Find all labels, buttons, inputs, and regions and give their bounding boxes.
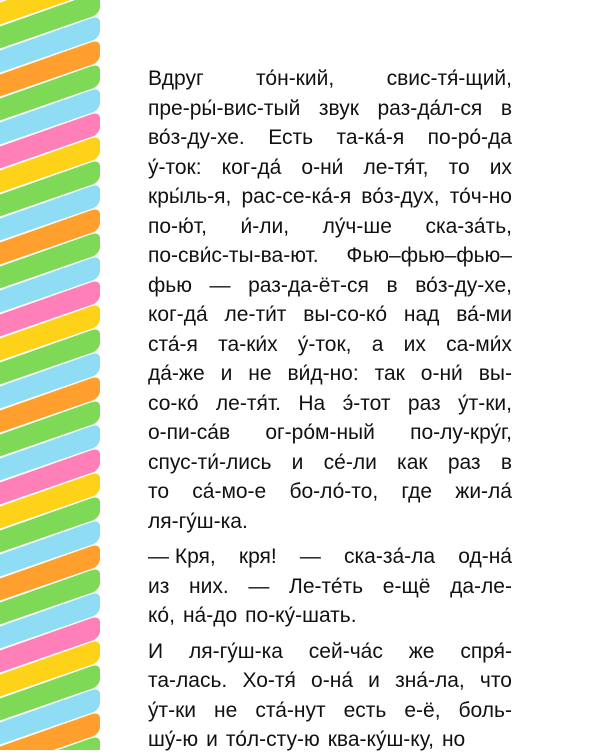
word: же (408, 639, 435, 663)
word: есть (343, 698, 387, 722)
text-line (148, 123, 512, 153)
word: Есть (268, 126, 314, 149)
word: Ле-те́ть (289, 574, 364, 598)
word: в (500, 96, 512, 120)
word: ле-тя́т. (215, 391, 281, 415)
text-line (148, 271, 512, 301)
word: то́ч-но (449, 185, 512, 208)
word: На (298, 391, 326, 415)
word: ле-тя́т, (363, 155, 429, 179)
text-line (148, 507, 512, 537)
word: Вдруг (148, 67, 204, 90)
word: по-лу-кру́г, (410, 421, 512, 444)
text-line (148, 182, 512, 212)
word: е-ё, (404, 698, 441, 722)
word: се́-ли (323, 450, 377, 474)
word: над (403, 303, 440, 326)
word: э́-тот (342, 391, 391, 415)
decorative-striped-border (0, 0, 100, 750)
word: кря! (238, 545, 277, 568)
word: зна́-ла, (395, 669, 465, 692)
word: у́-ток, (297, 332, 352, 356)
word: свис-тя́-щий, (386, 67, 512, 90)
word: и (206, 728, 218, 751)
text-line (148, 389, 512, 419)
word: то́л-сту-ю (225, 728, 320, 751)
text-line (148, 601, 512, 631)
word: пре-ры́-вис-тый (148, 96, 301, 120)
text-line (148, 153, 512, 183)
word: — (209, 273, 231, 297)
word: шу́-ю (148, 728, 199, 751)
word: то́н-кий, (256, 67, 335, 90)
word: по-сви́с-ты-ва-ют. (148, 244, 319, 267)
word: из (148, 574, 170, 598)
word: лу́ч-ше (322, 214, 392, 238)
word: ска-за́ть, (425, 214, 512, 238)
text-line (148, 359, 512, 389)
word: рас-се-ка́-я (241, 185, 352, 208)
word: о-ни́ (301, 155, 344, 179)
text-line (148, 477, 512, 507)
text-line (148, 637, 512, 667)
text-line (148, 241, 512, 271)
text-line (148, 94, 512, 124)
word: что (479, 669, 512, 692)
text-line (148, 696, 512, 726)
word: них. (189, 574, 229, 598)
word: ва́-ми (456, 303, 512, 326)
word: ког-да́ (148, 303, 208, 326)
word: е-щё (382, 574, 431, 598)
word: ста́-нут (255, 698, 326, 722)
word: у́т-ки (148, 698, 197, 722)
word: по-ю́т, (148, 214, 207, 238)
word: в (500, 450, 512, 474)
word: раз-да́л-ся (377, 96, 483, 120)
story-text (148, 64, 512, 755)
word: их (489, 155, 512, 179)
text-line (148, 212, 512, 242)
word: со-ко́ (148, 391, 199, 415)
word: во́з-ду-хе, (415, 273, 512, 297)
word: спря́- (460, 639, 512, 663)
text-line (148, 572, 512, 602)
word: не (248, 362, 272, 385)
word: да́-же (148, 362, 205, 385)
word: в (386, 273, 398, 297)
word: ска-за́-ла (344, 545, 436, 568)
word: а (371, 332, 384, 356)
word: спус-ти́-лись (148, 450, 272, 474)
word: где (401, 480, 433, 503)
word: их (403, 332, 426, 356)
text-line (148, 300, 512, 330)
word: ви́д-но: (287, 362, 359, 385)
word: кры́ль-я, (148, 185, 232, 208)
word: — (248, 574, 270, 598)
word: ко́, (148, 604, 175, 627)
word: так (374, 362, 405, 385)
word: ля-гу́ш-ка. (148, 509, 248, 533)
word: И (148, 639, 164, 663)
word: ле-ти́т (224, 303, 287, 326)
word: сей-ча́с (308, 639, 383, 663)
word: Фью–фью–фью– (346, 244, 512, 267)
word: и (368, 669, 380, 692)
word: как (397, 450, 428, 474)
text-line (148, 666, 512, 696)
word: но (441, 728, 466, 751)
word: бо-ло́-то, (289, 480, 379, 503)
word: и (220, 362, 233, 385)
word: ста́-я (148, 332, 198, 356)
word: та-лась. (148, 669, 228, 692)
word: са-ми́х (446, 332, 512, 356)
word: раз-да-ёт-ся (248, 273, 369, 297)
word: фью (148, 273, 192, 297)
word: да-ле- (450, 574, 512, 598)
word: — (299, 545, 321, 568)
word: боль- (458, 698, 512, 722)
text-line (148, 725, 512, 755)
word: — Кря, (148, 545, 216, 568)
text-line (148, 542, 512, 572)
word: раз (447, 450, 481, 474)
word: во́з-дух, (361, 185, 440, 208)
word: ква-ку́ш-ку, (327, 728, 434, 751)
word: ля-гу́ш-ка (188, 639, 283, 663)
word: и́-ли, (240, 214, 290, 238)
word: раз (407, 391, 441, 415)
word: и (291, 450, 304, 474)
word: по-ку́-шать. (245, 604, 357, 627)
word: та-ка́-я (336, 126, 405, 149)
word: то (148, 480, 170, 503)
word: звук (318, 96, 359, 120)
word: по-ро́-да (427, 126, 512, 149)
word: Хо-тя́ (242, 669, 296, 692)
word: жи-ла́ (455, 480, 512, 503)
word: та-ки́х (218, 332, 278, 356)
text-line (148, 418, 512, 448)
word: вы- (478, 362, 512, 385)
word: вы-со-ко́ (303, 303, 388, 326)
word: у́т-ки, (458, 391, 512, 415)
word: о-на́ (311, 669, 353, 692)
word: од-на́ (458, 545, 512, 568)
text-line (148, 448, 512, 478)
word: о-ни́ (420, 362, 463, 385)
word: то (448, 155, 470, 179)
word: на́-до (182, 604, 238, 627)
text-line (148, 330, 512, 360)
word: ког-да́ (221, 155, 282, 179)
word: ог-ро́м-ный (265, 421, 375, 444)
word: са́-мо-е (192, 480, 267, 503)
word: не (214, 698, 238, 722)
word: во́з-ду-хе. (148, 126, 245, 149)
text-line (148, 64, 512, 94)
word: о-пи-са́в (148, 421, 231, 444)
word: у́-ток: (148, 155, 202, 179)
